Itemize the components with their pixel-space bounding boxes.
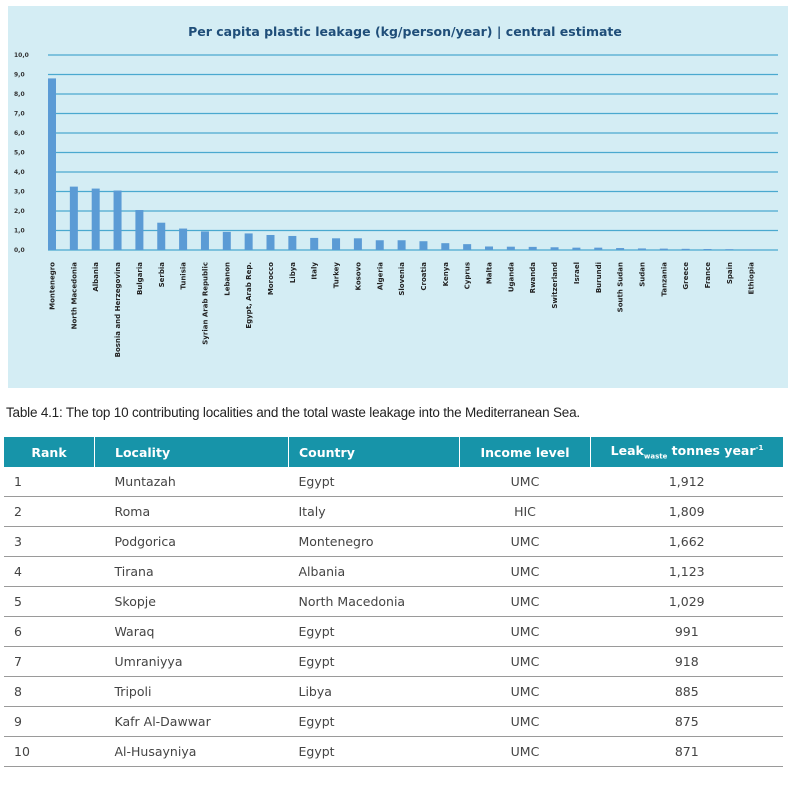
x-tick-label: Slovenia xyxy=(398,262,407,296)
x-tick-label: Spain xyxy=(725,262,734,285)
y-tick-label: 0,0 xyxy=(14,247,25,254)
table-row xyxy=(4,557,783,587)
x-tick-label: Tunisia xyxy=(179,262,188,290)
y-tick-label: 1,0 xyxy=(14,227,25,235)
x-axis xyxy=(49,262,756,358)
bar xyxy=(572,248,580,250)
x-tick-label: Rwanda xyxy=(529,262,538,294)
cell-locality: Skopje xyxy=(95,587,289,617)
cell-income-level: UMC xyxy=(460,467,591,497)
x-tick-label: Uganda xyxy=(507,262,516,293)
header-leak-sup: -1 xyxy=(755,444,764,453)
table-caption: Table 4.1: The top 10 contributing localities and the total waste leakage into the Mediterranean Sea. xyxy=(6,405,580,420)
cell-rank: 6 xyxy=(4,617,95,647)
header-leak xyxy=(591,437,784,467)
cell-country: Montenegro xyxy=(289,527,460,557)
bar xyxy=(245,233,253,250)
cell-leak: 1,809 xyxy=(591,497,784,527)
table-row xyxy=(4,707,783,737)
x-tick-label: Burundi xyxy=(594,262,603,294)
bar xyxy=(92,189,100,250)
cell-leak: 1,662 xyxy=(591,527,784,557)
header-income-level: Income level xyxy=(460,437,591,467)
cell-locality: Tirana xyxy=(95,557,289,587)
bar xyxy=(201,231,209,250)
bar xyxy=(747,250,755,251)
x-tick-label: Ethiopia xyxy=(747,262,756,295)
cell-locality: Podgorica xyxy=(95,527,289,557)
cell-leak: 1,029 xyxy=(591,587,784,617)
localities-table xyxy=(4,437,783,767)
x-tick-label: Libya xyxy=(288,262,297,284)
x-tick-label: Kenya xyxy=(441,262,450,287)
x-tick-label: North Macedonia xyxy=(70,262,79,330)
table-row xyxy=(4,497,783,527)
x-tick-label: Sudan xyxy=(638,262,647,287)
bar xyxy=(485,246,493,250)
bar xyxy=(376,240,384,250)
table-row xyxy=(4,467,783,497)
bar xyxy=(441,243,449,250)
y-tick-label: 6,0 xyxy=(14,130,25,137)
bar xyxy=(398,240,406,250)
cell-leak: 1,912 xyxy=(591,467,784,497)
cell-country: Egypt xyxy=(289,647,460,677)
bar xyxy=(332,238,340,250)
bar xyxy=(48,78,56,250)
cell-locality: Umraniyya xyxy=(95,647,289,677)
bar xyxy=(660,249,668,250)
table-body xyxy=(4,467,783,767)
table-header-row xyxy=(4,437,783,467)
cell-income-level: HIC xyxy=(460,497,591,527)
x-tick-label: Lebanon xyxy=(223,262,232,296)
cell-rank: 4 xyxy=(4,557,95,587)
cell-income-level: UMC xyxy=(460,527,591,557)
table-row xyxy=(4,617,783,647)
header-country: Country xyxy=(289,437,460,467)
bar xyxy=(179,229,187,250)
cell-locality: Muntazah xyxy=(95,467,289,497)
table-row xyxy=(4,587,783,617)
x-tick-label: Montenegro xyxy=(48,262,57,310)
x-tick-label: Tanzania xyxy=(660,262,669,297)
bar xyxy=(682,249,690,250)
x-tick-label: Bulgaria xyxy=(135,262,144,296)
bar xyxy=(354,238,362,250)
cell-income-level: UMC xyxy=(460,647,591,677)
x-tick-label: Turkey xyxy=(332,262,341,289)
cell-rank: 9 xyxy=(4,707,95,737)
cell-income-level: UMC xyxy=(460,617,591,647)
table-row xyxy=(4,647,783,677)
bar-chart xyxy=(8,6,788,388)
bar xyxy=(638,248,646,250)
cell-leak: 1,123 xyxy=(591,557,784,587)
bar xyxy=(288,236,296,250)
cell-country: Italy xyxy=(289,497,460,527)
x-tick-label: Malta xyxy=(485,262,494,285)
bar xyxy=(135,210,143,250)
cell-rank: 1 xyxy=(4,467,95,497)
header-leak-main: Leak xyxy=(610,443,644,459)
x-tick-label: France xyxy=(704,262,712,289)
header-locality: Locality xyxy=(95,437,289,467)
grid-layer xyxy=(48,55,778,250)
bar xyxy=(507,247,515,250)
cell-country: Egypt xyxy=(289,467,460,497)
cell-income-level: UMC xyxy=(460,737,591,767)
cell-locality: Roma xyxy=(95,497,289,527)
bar xyxy=(529,247,537,250)
chart-title: Per capita plastic leakage (kg/person/year) | central estimate xyxy=(188,24,622,39)
cell-rank: 2 xyxy=(4,497,95,527)
header-leak-sub: waste xyxy=(643,452,668,461)
x-tick-label: Greece xyxy=(682,262,691,290)
cell-country: North Macedonia xyxy=(289,587,460,617)
x-tick-label: Serbia xyxy=(157,262,166,288)
bar xyxy=(70,187,78,250)
cell-country: Egypt xyxy=(289,617,460,647)
bar xyxy=(223,232,231,250)
y-tick-label: 9,0 xyxy=(14,71,25,79)
x-tick-label: Egypt, Arab Rep. xyxy=(245,262,254,329)
bar xyxy=(725,249,733,250)
table-row xyxy=(4,677,783,707)
cell-locality: Kafr Al-Dawwar xyxy=(95,707,289,737)
x-tick-label: Syrian Arab Republic xyxy=(201,262,210,345)
header-leak-unit: tonnes year xyxy=(667,443,756,459)
bar xyxy=(114,191,122,250)
x-tick-label: Kosovo xyxy=(354,262,363,291)
bar xyxy=(594,248,602,250)
y-axis xyxy=(14,52,29,254)
cell-leak: 991 xyxy=(591,617,784,647)
cell-country: Albania xyxy=(289,557,460,587)
y-tick-label: 4,0 xyxy=(14,169,25,176)
y-tick-label: 7,0 xyxy=(14,110,25,118)
cell-income-level: UMC xyxy=(460,677,591,707)
bar xyxy=(419,241,427,250)
y-tick-label: 10,0 xyxy=(14,52,29,59)
bar xyxy=(616,248,624,250)
cell-leak: 875 xyxy=(591,707,784,737)
x-tick-label: Switzerland xyxy=(551,262,560,309)
cell-rank: 5 xyxy=(4,587,95,617)
bar xyxy=(267,235,275,250)
x-tick-label: Italy xyxy=(310,262,319,280)
cell-leak: 885 xyxy=(591,677,784,707)
cell-locality: Waraq xyxy=(95,617,289,647)
x-tick-label: Morocco xyxy=(267,262,275,296)
cell-income-level: UMC xyxy=(460,707,591,737)
y-tick-label: 2,0 xyxy=(14,208,25,215)
y-tick-label: 8,0 xyxy=(14,91,25,98)
table-row xyxy=(4,527,783,557)
cell-locality: Tripoli xyxy=(95,677,289,707)
bar xyxy=(704,249,712,250)
cell-rank: 8 xyxy=(4,677,95,707)
cell-leak: 871 xyxy=(591,737,784,767)
cell-country: Libya xyxy=(289,677,460,707)
cell-income-level: UMC xyxy=(460,557,591,587)
x-tick-label: Bosnia and Herzegovina xyxy=(114,262,123,358)
cell-income-level: UMC xyxy=(460,587,591,617)
cell-country: Egypt xyxy=(289,707,460,737)
bar xyxy=(157,223,165,250)
bar xyxy=(551,247,559,250)
cell-leak: 918 xyxy=(591,647,784,677)
table-row xyxy=(4,737,783,767)
chart-panel xyxy=(8,6,788,388)
cell-rank: 10 xyxy=(4,737,95,767)
y-tick-label: 5,0 xyxy=(14,149,25,157)
x-tick-label: Cyprus xyxy=(463,262,472,290)
bar xyxy=(310,238,318,250)
cell-country: Egypt xyxy=(289,737,460,767)
cell-rank: 7 xyxy=(4,647,95,677)
cell-rank: 3 xyxy=(4,527,95,557)
bar xyxy=(463,244,471,250)
x-tick-label: Croatia xyxy=(419,262,428,291)
header-rank: Rank xyxy=(4,437,95,467)
bar-series xyxy=(48,78,755,250)
y-tick-label: 3,0 xyxy=(14,188,25,196)
x-tick-label: South Sudan xyxy=(616,262,625,313)
cell-locality: Al-Husayniya xyxy=(95,737,289,767)
x-tick-label: Algeria xyxy=(376,262,385,291)
x-tick-label: Israel xyxy=(572,262,581,285)
x-tick-label: Albania xyxy=(92,262,101,292)
